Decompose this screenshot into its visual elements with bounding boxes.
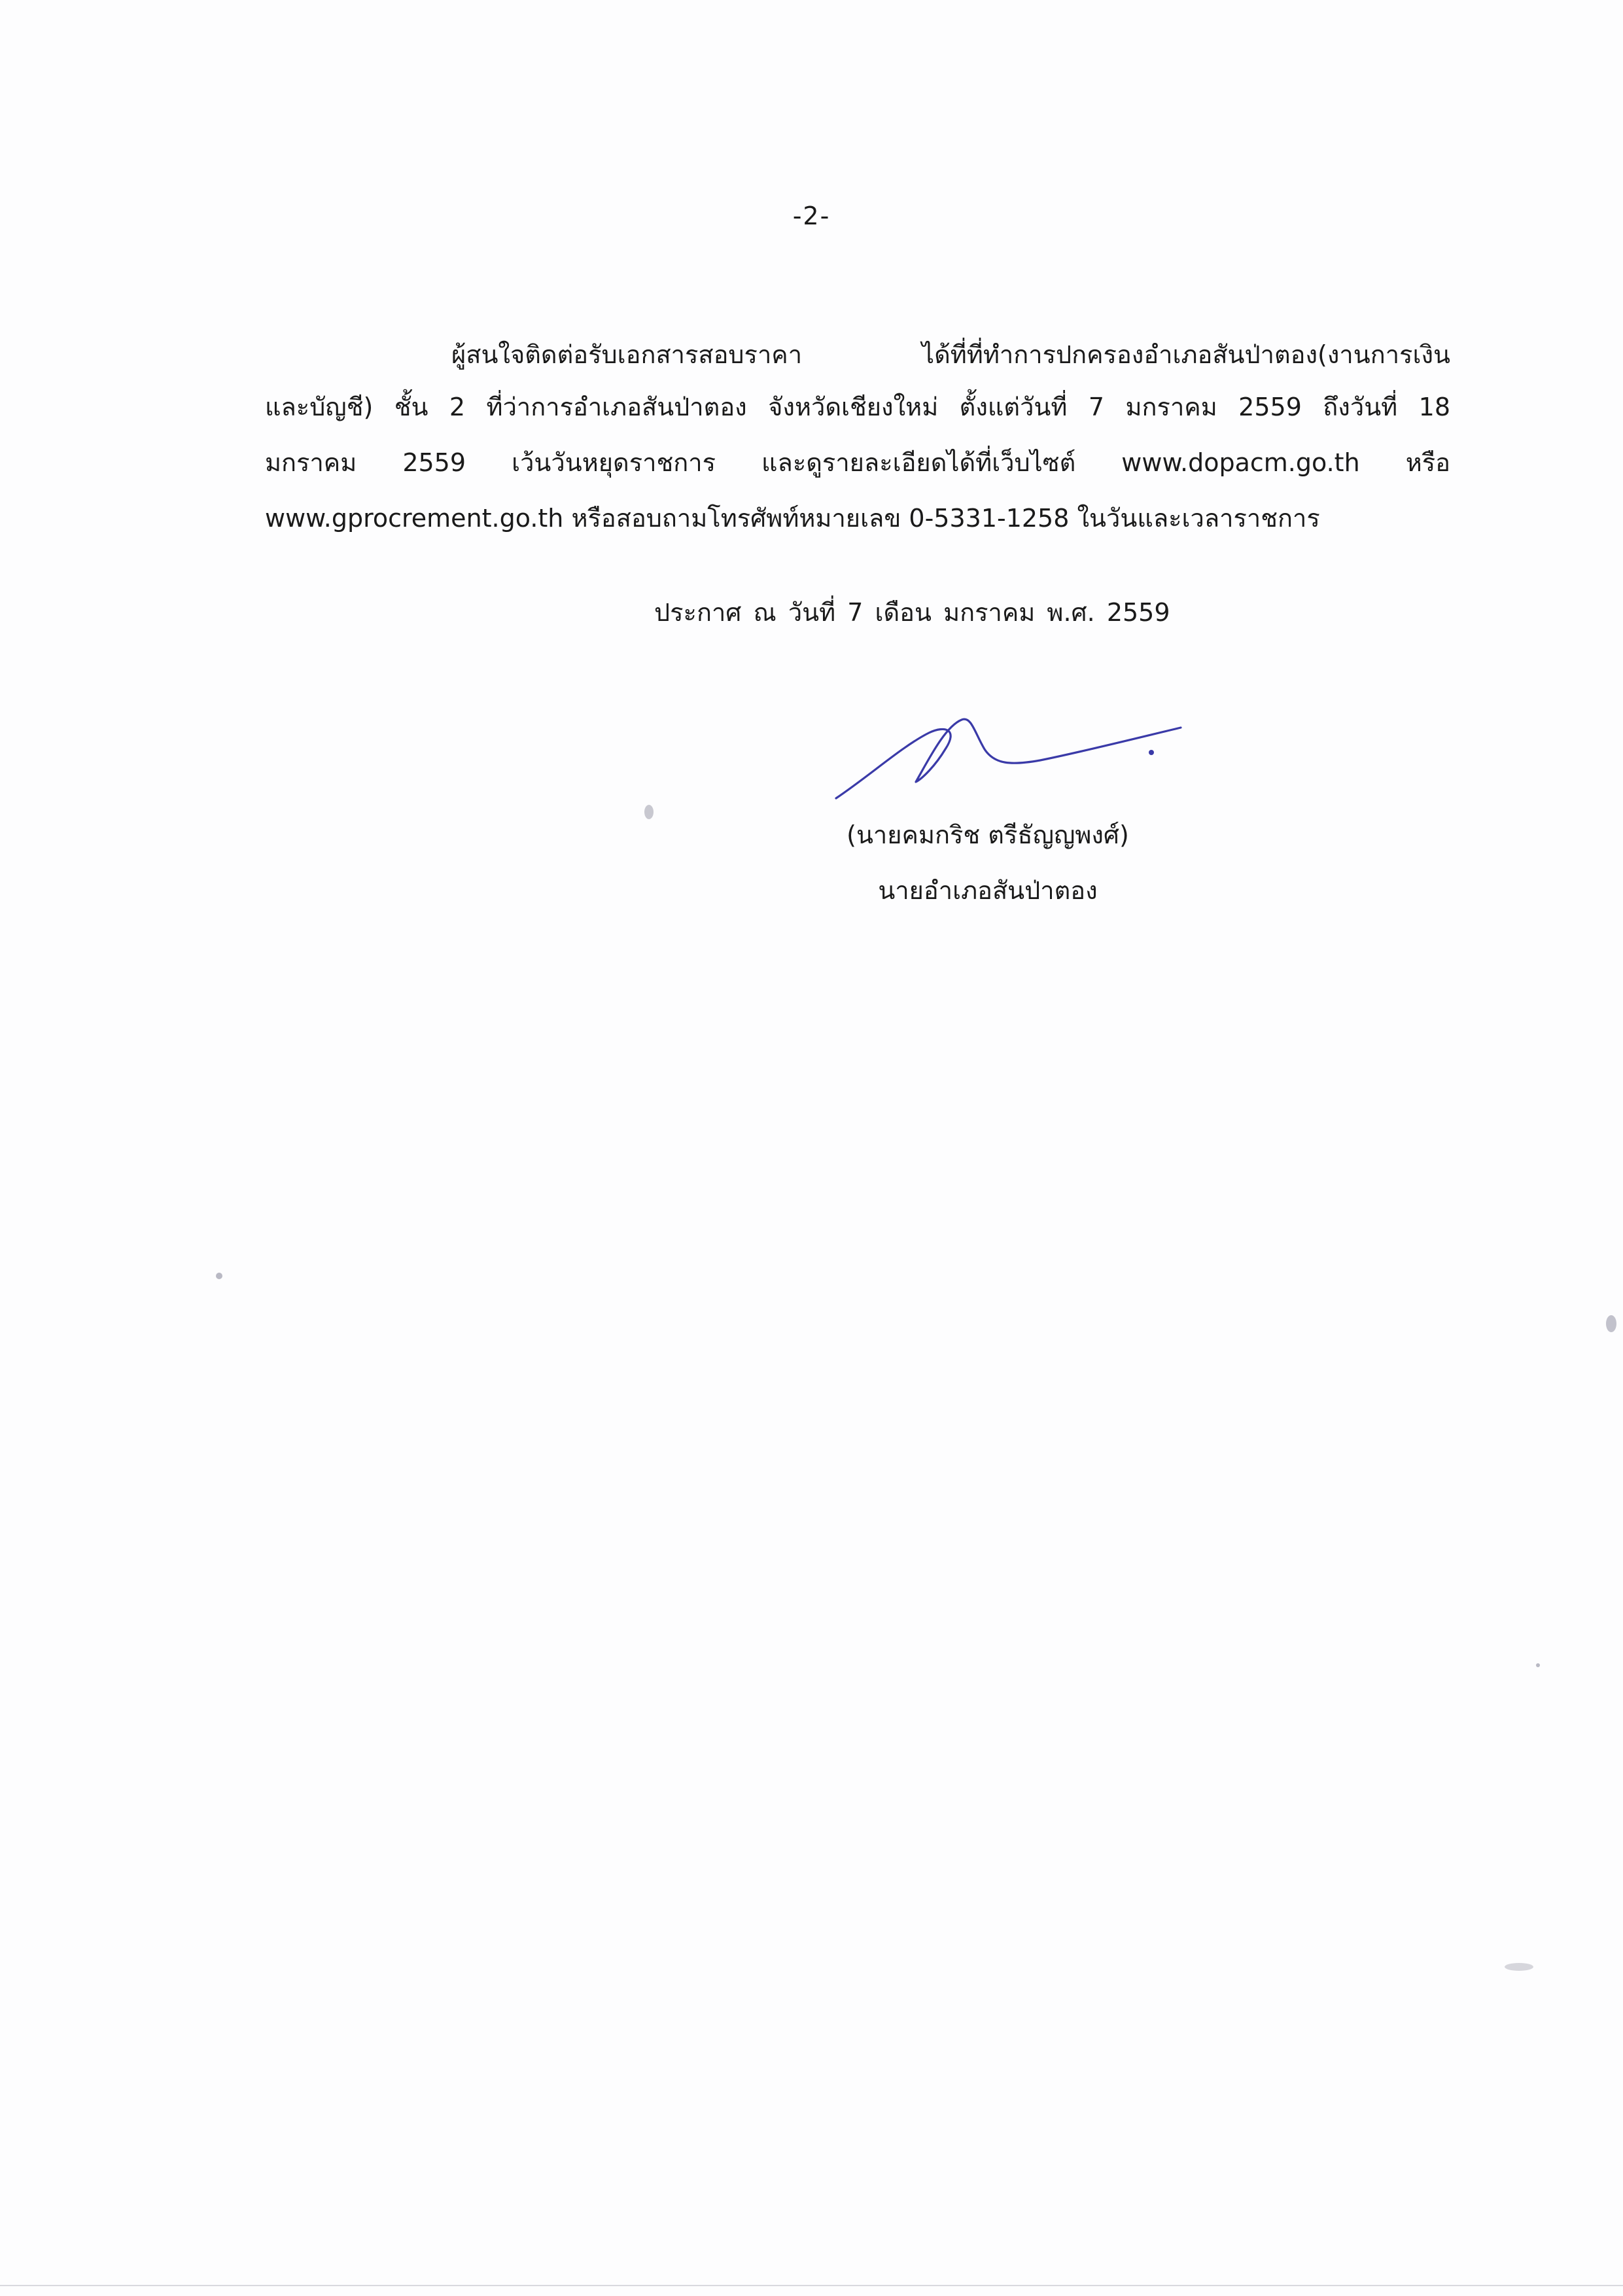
paragraph-line-4: www.gprocrement.go.th หรือสอบถามโทรศัพท์หมายเลข 0-5331-1258 ในวันและเวลาราชการ <box>265 504 1320 533</box>
signer-title: นายอำเภอสันป่าตอง <box>878 876 1098 905</box>
page-number: -2- <box>792 202 831 230</box>
handwritten-signature <box>831 700 1197 818</box>
paragraph-line-3: มกราคม 2559 เว้นวันหยุดราชการ และดูรายละเอียดได้ที่เว็บไซต์ www.dopacm.go.th หรือ <box>265 448 1450 477</box>
signer-name: (นายคมกริช ตรีธัญญพงศ์) <box>846 821 1129 849</box>
paper-speck <box>1505 1963 1533 1971</box>
paragraph-line-1: ผู้สนใจติดต่อรับเอกสารสอบราคา ได้ที่ที่ทำการปกครองอำเภอสันป่าตอง(งานการเงิน <box>451 340 1450 369</box>
page-bottom-edge <box>0 2285 1623 2286</box>
paper-speck <box>1606 1315 1616 1332</box>
paragraph-line-2: และบัญชี) ชั้น 2 ที่ว่าการอำเภอสันป่าตอง จังหวัดเชียงใหม่ ตั้งแต่วันที่ 7 มกราคม 2559 ถึงวันที่ 18 <box>265 393 1450 421</box>
paper-speck <box>1536 1663 1540 1667</box>
paper-speck <box>644 805 654 819</box>
paper-speck <box>216 1273 222 1279</box>
announcement-date: ประกาศ ณ วันที่ 7 เดือน มกราคม พ.ศ. 2559 <box>654 598 1170 627</box>
